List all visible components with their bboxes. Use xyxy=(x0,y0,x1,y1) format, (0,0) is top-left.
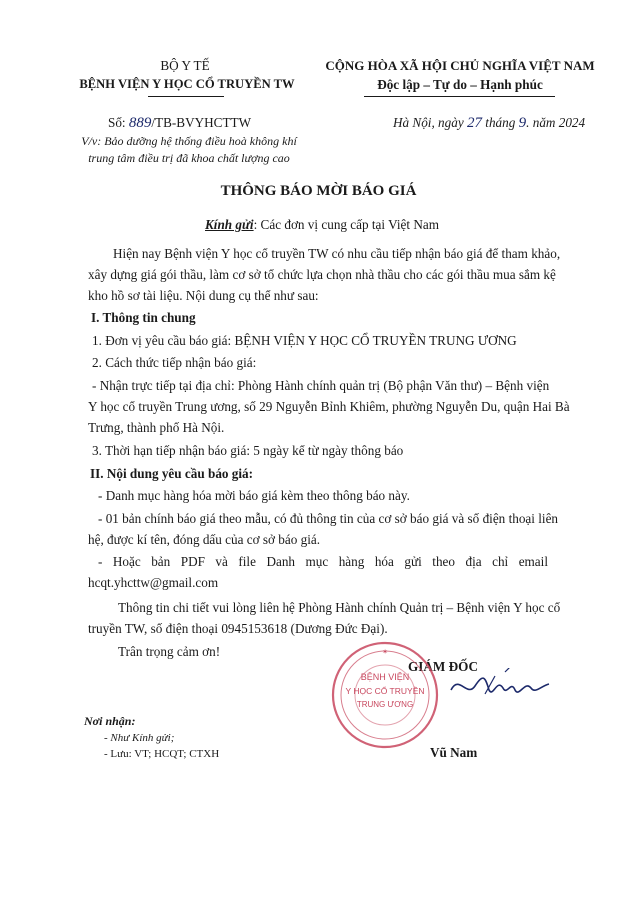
date-day: 27 xyxy=(467,115,482,131)
document-number xyxy=(108,115,251,132)
number-suffix: /TB-BVYHCTTW xyxy=(151,115,252,130)
document-title: THÔNG BÁO MỜI BÁO GIÁ xyxy=(220,183,417,199)
hospital-underline xyxy=(148,96,224,97)
official-stamp xyxy=(330,640,440,750)
stamp-line-2: Y HỌC CỔ TRUYỀN xyxy=(345,686,425,696)
intro-line-3: kho hồ sơ tài liệu. Nội dung cụ thể như sau: xyxy=(88,288,319,303)
section-1-item-1: 1. Đơn vị yêu cầu báo giá: BỆNH VIỆN Y HỌC CỔ TRUYỀN TRUNG ƯƠNG xyxy=(92,333,517,348)
handwritten-signature xyxy=(445,668,565,708)
section-2-bullet-3-line-1: - Hoặc bản PDF và file Danh mục hàng hóa gửi theo địa chỉ email xyxy=(98,554,548,569)
stamp-line-1: BỆNH VIỆN xyxy=(360,672,410,682)
section-1-item-3: 3. Thời hạn tiếp nhận báo giá: 5 ngày kể từ ngày thông báo xyxy=(92,443,404,458)
salutation xyxy=(205,217,439,233)
contact-line-1: Thông tin chi tiết vui lòng liên hệ Phòng Hành chính Quản trị – Bệnh viện Y học cổ xyxy=(118,600,561,615)
svg-text:✶: ✶ xyxy=(382,648,388,656)
motto: Độc lập – Tự do – Hạnh phúc xyxy=(377,77,543,92)
section-2-email[interactable]: hcqt.yhcttw@gmail.com xyxy=(88,575,219,590)
country-name: CỘNG HÒA XÃ HỘI CHỦ NGHĨA VIỆT NAM xyxy=(325,58,595,73)
closing-text: Trân trọng cảm ơn! xyxy=(118,644,221,659)
subject-line-2: trung tâm điều trị đã khoa chất lượng cao xyxy=(88,151,290,165)
motto-underline xyxy=(364,96,555,97)
intro-line-2: xây dựng giá gói thầu, làm cơ sở tổ chức lựa chọn nhà thầu cho các gói thầu mua sắm kệ xyxy=(88,267,556,282)
ministry-name: BỘ Y TẾ xyxy=(160,58,210,73)
section-1-item-2-line-2: Y học cổ truyền Trung ương, số 29 Nguyễn Bỉnh Khiêm, phường Nguyễn Du, quận Hai Bà xyxy=(88,399,570,414)
date-month: 9 xyxy=(518,115,527,131)
stamp-line-3: TRUNG ƯƠNG xyxy=(356,700,414,709)
recipient-item-1: - Như Kính gửi; xyxy=(104,732,175,744)
recipients-label: Nơi nhận: xyxy=(84,714,136,728)
salutation-label: Kính gửi xyxy=(205,217,254,232)
section-1-item-2-line-3: Trưng, thành phố Hà Nội. xyxy=(88,420,225,435)
section-1-item-2-line-1: - Nhận trực tiếp tại địa chỉ: Phòng Hành chính quản trị (Bộ phận Văn thư) – Bệnh viện xyxy=(92,378,550,393)
number-handwritten: 889 xyxy=(128,115,152,131)
section-2-bullet-2-line-1: - 01 bản chính báo giá theo mẫu, có đủ thông tin của cơ sở báo giá và số điện thoại liên xyxy=(98,511,559,526)
hospital-name: BỆNH VIỆN Y HỌC CỔ TRUYỀN TW xyxy=(79,77,295,91)
date-mid: tháng xyxy=(485,115,516,130)
contact-line-2: truyền TW, số điện thoại 0945153618 (Dương Đức Đại). xyxy=(88,621,388,636)
signer-name: Vũ Nam xyxy=(430,745,478,760)
number-prefix: Số: xyxy=(108,115,126,130)
date-suffix: . năm 2024 xyxy=(526,115,586,130)
intro-line-1: Hiện nay Bệnh viện Y học cổ truyền TW có nhu cầu tiếp nhận báo giá để tham khảo, xyxy=(113,246,561,261)
signature-title: GIÁM ĐỐC xyxy=(408,659,478,674)
section-1-heading: I. Thông tin chung xyxy=(91,310,196,325)
salutation-text: : Các đơn vị cung cấp tại Việt Nam xyxy=(253,217,439,232)
document-date xyxy=(393,115,585,132)
date-prefix: Hà Nội, ngày xyxy=(393,115,464,130)
recipient-item-2: - Lưu: VT; HCQT; CTXH xyxy=(104,748,220,760)
subject-line-1: V/v: Bảo dưỡng hệ thống điều hoà không khí xyxy=(81,134,297,148)
section-2-heading: II. Nội dung yêu cầu báo giá: xyxy=(90,466,254,481)
section-2-bullet-2-line-2: hệ, được kí tên, đóng dấu của cơ sở báo giá. xyxy=(88,532,321,547)
section-1-item-2: 2. Cách thức tiếp nhận báo giá: xyxy=(92,355,257,370)
section-2-bullet-1: - Danh mục hàng hóa mời báo giá kèm theo thông báo này. xyxy=(98,488,410,503)
